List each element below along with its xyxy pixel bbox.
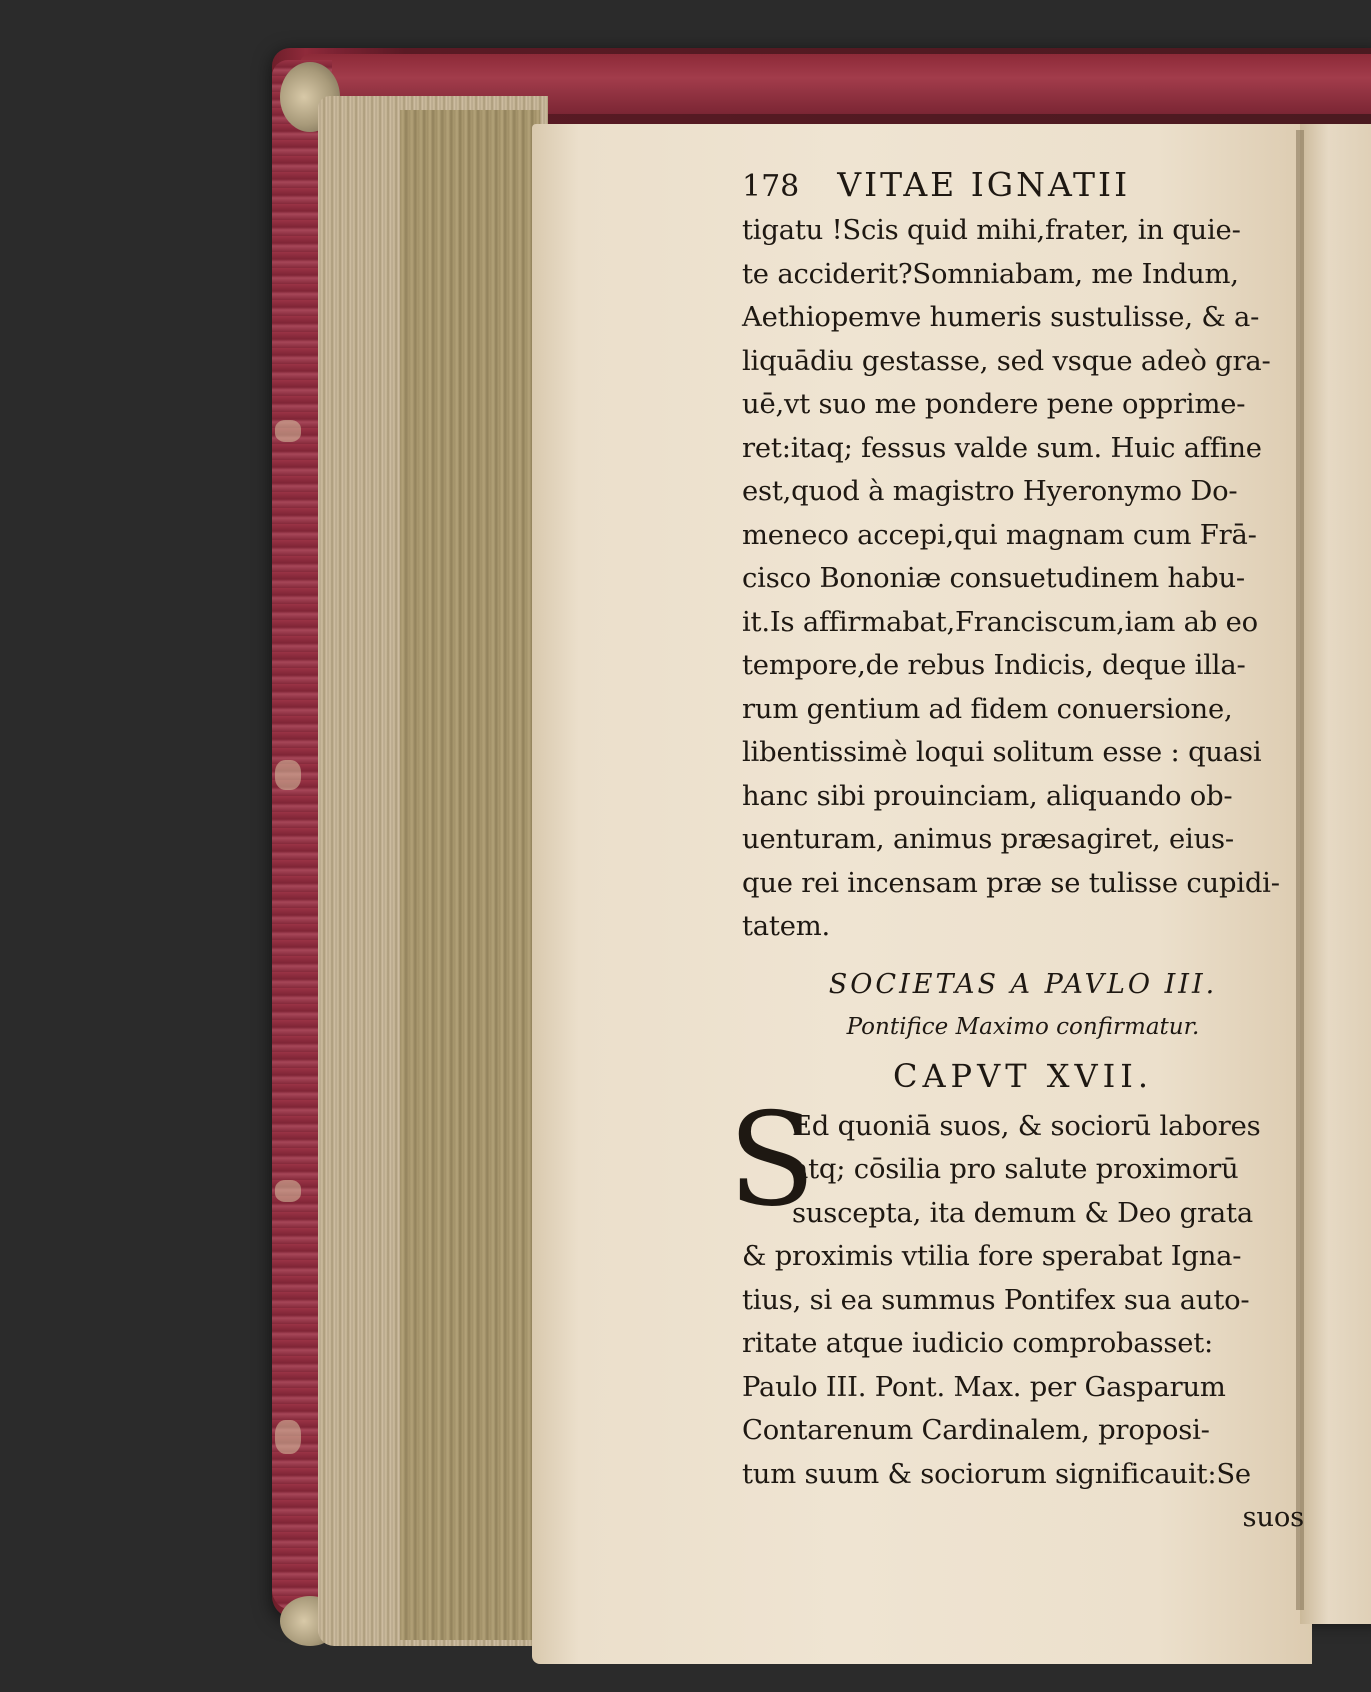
text-line: est,quod à magistro Hyeronymo Do- — [742, 476, 1238, 507]
text-line: tius, si ea summus Pontifex sua auto- — [742, 1284, 1250, 1316]
page-text — [728, 165, 1304, 1540]
text-line: suscepta, ita demum & Deo grata — [792, 1197, 1253, 1229]
running-head — [742, 165, 1304, 209]
text-line: atq; cōsilia pro salute proximorū — [792, 1154, 1239, 1185]
text-line: ret:itaq; fessus valde sum. Huic affine — [742, 432, 1262, 464]
page-number: 178 — [742, 169, 800, 204]
leather-wear — [275, 1420, 301, 1454]
chapter-heading: CAPVT XVII. — [892, 1056, 1154, 1095]
text-line: que rei incensam præ se tulisse cupidi- — [742, 867, 1280, 899]
text-line: tum suum & sociorum significauit:Se — [742, 1458, 1251, 1490]
text-line: meneco accepi,qui magnam cum Frā- — [742, 519, 1257, 551]
text-line: Aethiopemve humeris sustulisse, & a- — [742, 302, 1260, 333]
section-subheading: Pontifice Maximo confirmatur. — [846, 1013, 1200, 1040]
text-line: rum gentium ad fidem conuersione, — [742, 693, 1233, 725]
text-line: tempore,de rebus Indicis, deque illa- — [742, 650, 1246, 681]
text-line: Paulo III. Pont. Max. per Gasparum — [742, 1371, 1226, 1403]
page-edges-shadow — [400, 110, 540, 1640]
leather-wear — [275, 420, 301, 442]
text-line: Ed quoniā suos, & sociorū labores — [792, 1110, 1261, 1142]
text-line: Contarenum Cardinalem, proposi- — [742, 1415, 1210, 1446]
text-line: & proximis vtilia fore sperabat Igna- — [742, 1241, 1242, 1272]
leather-wear — [275, 760, 301, 790]
text-line: tatem. — [742, 911, 831, 942]
drop-cap: S — [728, 1085, 816, 1235]
leather-wear — [275, 1180, 301, 1202]
text-line: tigatu !Scis quid mihi,frater, in quie- — [742, 215, 1241, 246]
running-title: VITAE IGNATII — [837, 165, 1131, 204]
text-line: uenturam, animus præsagiret, eius- — [742, 824, 1234, 855]
text-line: it.Is affirmabat,Franciscum,iam ab eo — [742, 606, 1258, 638]
text-line: cisco Bononiæ consuetudinem habu- — [742, 563, 1245, 594]
text-line: uē,vt suo me pondere pene opprime- — [742, 389, 1246, 420]
facing-page-edge — [1300, 124, 1371, 1624]
text-line: hanc sibi prouinciam, aliquando ob- — [742, 780, 1233, 812]
paragraph — [728, 1085, 1304, 1540]
text-line: ritate atque iudicio comprobasset: — [742, 1328, 1214, 1359]
text-line: libentissimè loqui solitum esse : quasi — [742, 737, 1262, 768]
text-line: te acciderit?Somniabam, me Indum, — [742, 258, 1239, 290]
body-text — [742, 209, 1304, 949]
section-heading: SOCIETAS A PAVLO III. — [828, 968, 1218, 1000]
text-line: liquādiu gestasse, sed vsque adeò gra- — [742, 345, 1271, 377]
catchword: suos — [1242, 1502, 1304, 1533]
